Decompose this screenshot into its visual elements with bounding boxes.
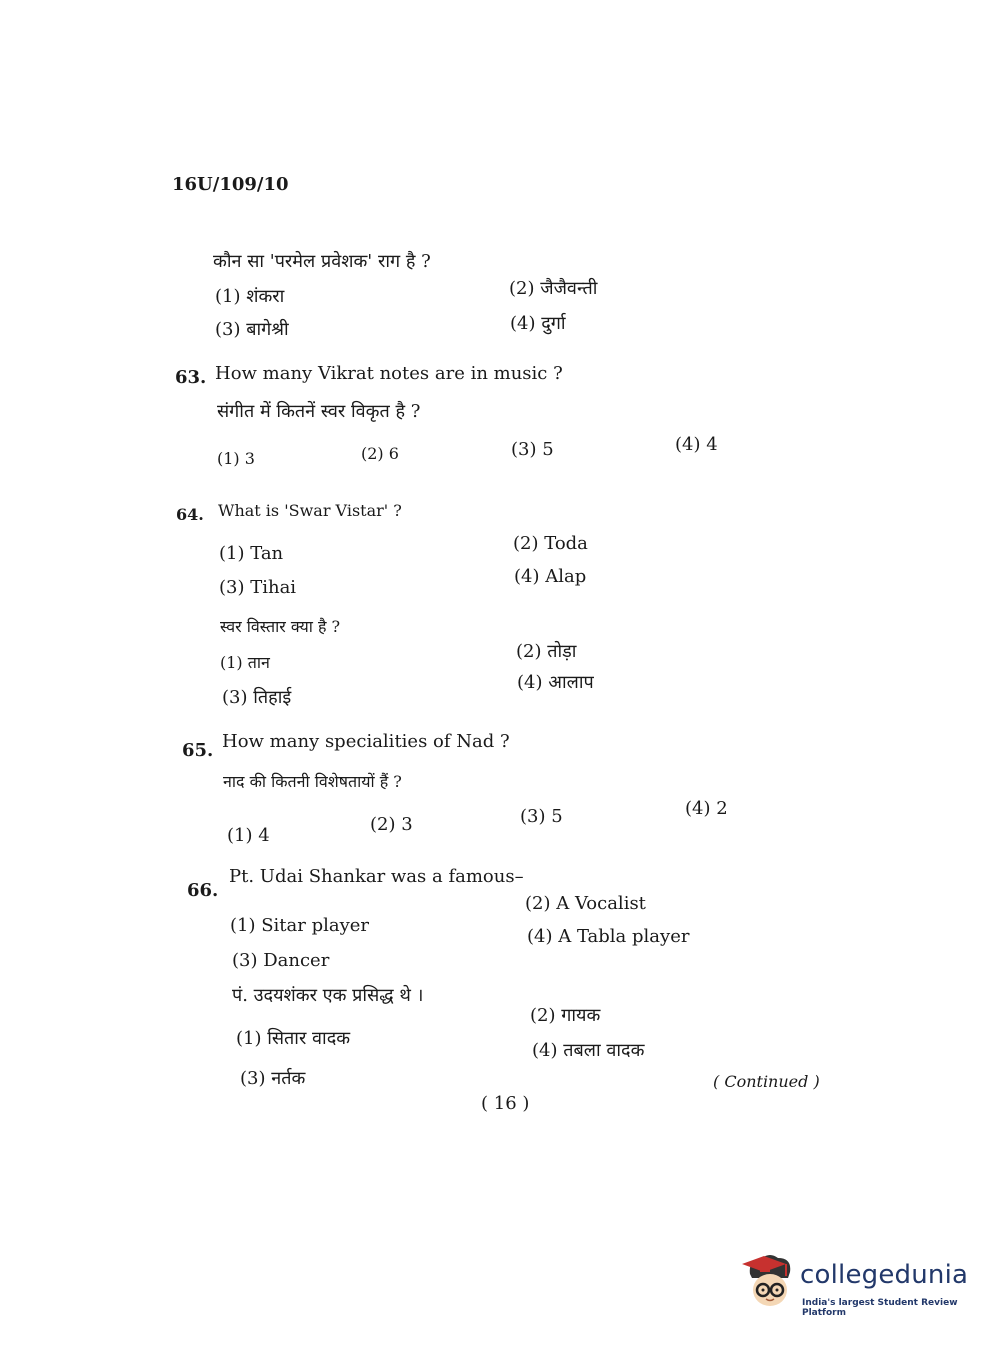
q65-option-2: (2) 3 [370, 814, 413, 835]
q65-hindi: नाद की कितनी विशेषतायों हैं ? [223, 772, 402, 791]
q62-option-3: (3) बागेश्री [215, 319, 289, 340]
q66-option-hi-4: (4) तबला वादक [532, 1040, 645, 1061]
q64-option-hi-2: (2) तोड़ा [516, 641, 577, 662]
q65-number: 65. [182, 740, 214, 761]
q63-option-1: (1) 3 [217, 449, 255, 468]
q64-option-en-3: (3) Tihai [219, 577, 297, 598]
continued-note: ( Continued ) [713, 1072, 820, 1091]
q65-option-1: (1) 4 [227, 825, 270, 846]
page-number: ( 16 ) [481, 1093, 530, 1114]
q66-option-en-1: (1) Sitar player [230, 915, 370, 936]
q63-number: 63. [175, 367, 207, 388]
q65-english: How many specialities of Nad ? [222, 731, 510, 752]
q63-english: How many Vikrat notes are in music ? [215, 363, 563, 384]
mascot-icon [742, 1252, 798, 1316]
paper-code: 16U/109/10 [172, 174, 289, 195]
q66-option-en-3: (3) Dancer [232, 950, 330, 971]
q62-option-4: (4) दुर्गा [510, 313, 566, 334]
brand-name: collegedunia [800, 1260, 969, 1290]
q64-hindi: स्वर विस्तार क्या है ? [220, 617, 341, 636]
q66-option-hi-3: (3) नर्तक [240, 1068, 306, 1089]
q64-option-en-4: (4) Alap [514, 566, 587, 587]
q63-hindi: संगीत में कितनें स्वर विकृत है ? [217, 401, 421, 422]
q66-option-en-4: (4) A Tabla player [527, 926, 690, 947]
brand-tagline: India's largest Student Review Platform [802, 1298, 958, 1318]
q64-english: What is 'Swar Vistar' ? [218, 501, 402, 520]
q62-option-1: (1) शंकरा [215, 286, 285, 307]
q63-option-3: (3) 5 [511, 439, 554, 460]
q63-option-4: (4) 4 [675, 434, 718, 455]
q63-option-2: (2) 6 [361, 444, 399, 463]
q66-number: 66. [187, 880, 219, 901]
q66-option-hi-2: (2) गायक [530, 1005, 601, 1026]
q64-option-hi-4: (4) आलाप [517, 672, 594, 693]
q66-option-hi-1: (1) सितार वादक [236, 1028, 351, 1049]
q62-hindi: कौन सा 'परमेल प्रवेशक' राग है ? [213, 251, 431, 272]
q66-hindi: पं. उदयशंकर एक प्रसिद्ध थे । [232, 985, 424, 1006]
q62-option-2: (2) जैजैवन्ती [509, 278, 598, 299]
q64-option-hi-1: (1) तान [220, 653, 270, 672]
q65-option-4: (4) 2 [685, 798, 728, 819]
q64-option-en-2: (2) Toda [513, 533, 588, 554]
q64-option-hi-3: (3) तिहाई [222, 687, 292, 708]
q66-option-en-2: (2) A Vocalist [525, 893, 646, 914]
collegedunia-logo [742, 1252, 972, 1322]
q66-english: Pt. Udai Shankar was a famous– [229, 866, 524, 887]
q64-option-en-1: (1) Tan [219, 543, 284, 564]
q65-option-3: (3) 5 [520, 806, 563, 827]
q64-number: 64. [176, 505, 204, 524]
